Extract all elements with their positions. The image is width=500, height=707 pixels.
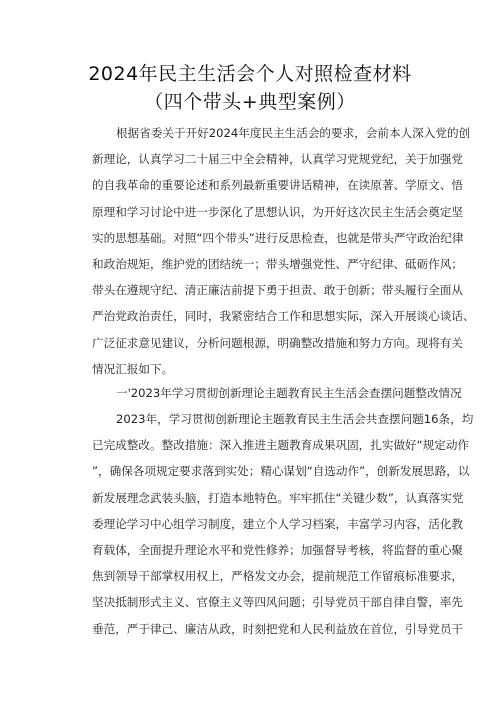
section-heading-container — [92, 380, 462, 406]
text-line: 广泛征求意见建议，分析问题根源，明确整改措施和努力方向。现将有关 — [92, 335, 464, 350]
text-line: 带头在遵规守纪、清正廉洁前提下勇于担责、敢于创新；带头履行全面从 — [92, 283, 464, 298]
document-subtitle: （四个带头+典型案例） — [144, 91, 356, 113]
text-line: 2023年，学习贯彻创新理论主题教育民主生活会共查摆问题16条，均 — [116, 412, 474, 426]
text-line: 情况汇报如下。 — [92, 361, 174, 376]
text-line: 的自我革命的重要论述和系列最新重要讲话精神，在读原著、学原文、悟 — [92, 178, 464, 193]
document-title: 2024年民主生活会个人对照检查材料 — [88, 63, 412, 85]
text-line: 新理论，认真学习二十届三中全会精神，认真学习党规党纪，关于加强党 — [92, 152, 464, 167]
text-line: 垂范，严于律己、廉洁从政，时刻把党和人民利益放在首位，引导党员干 — [92, 621, 464, 636]
section-heading: 一'2023年学习贯彻创新理论主题教育民主生活会查摆问题整改情况 — [116, 386, 462, 400]
text-line: 委理论学习中心组学习制度，建立个人学习档案，丰富学习内容，活化教 — [92, 516, 464, 531]
text-line: 焦到领导干部掌权用权上，严格发文办会，提前规范工作留痕标准要求， — [92, 569, 464, 584]
text-line: 新发展理念武装头脑，打造本地特色。牢牢抓住“关键少数”，认真落实党 — [92, 490, 464, 505]
text-line: 坚决抵制形式主义、官僚主义等四风问题；引导党员干部自律自警，率先 — [92, 595, 464, 610]
text-line: 根据省委关于开好2024年度民主生活会的要求，会前本人深入党的创 — [116, 126, 471, 140]
text-line: 育载体，全面提升理论水平和党性修养；加强督导考核，将监督的重心聚 — [92, 542, 464, 557]
text-line: 已完成整改。整改措施：深入推进主题教育成果巩固，扎实做好“规定动作 — [92, 438, 470, 453]
paragraph-intro — [92, 120, 475, 382]
text-line: 原理和学习讨论中进一步深化了思想认识，为开好这次民主生活会奠定坚 — [92, 204, 464, 219]
text-line: 和政治规矩，维护党的团结统一；带头增强党性、严守纪律、砥砺作风； — [92, 256, 464, 271]
text-line: 实的思想基础。对照“四个带头”进行反思检查，也就是带头严守政治纪律 — [92, 230, 464, 245]
text-line: ”，确保各项规定要求落到实处；精心谋划“自选动作”，创新发展思路，以 — [92, 464, 470, 479]
paragraph-rectification — [92, 406, 474, 642]
text-line: 严治党政治责任，同时，我紧密结合工作和思想实际，深入开展谈心谈话、 — [92, 309, 475, 324]
